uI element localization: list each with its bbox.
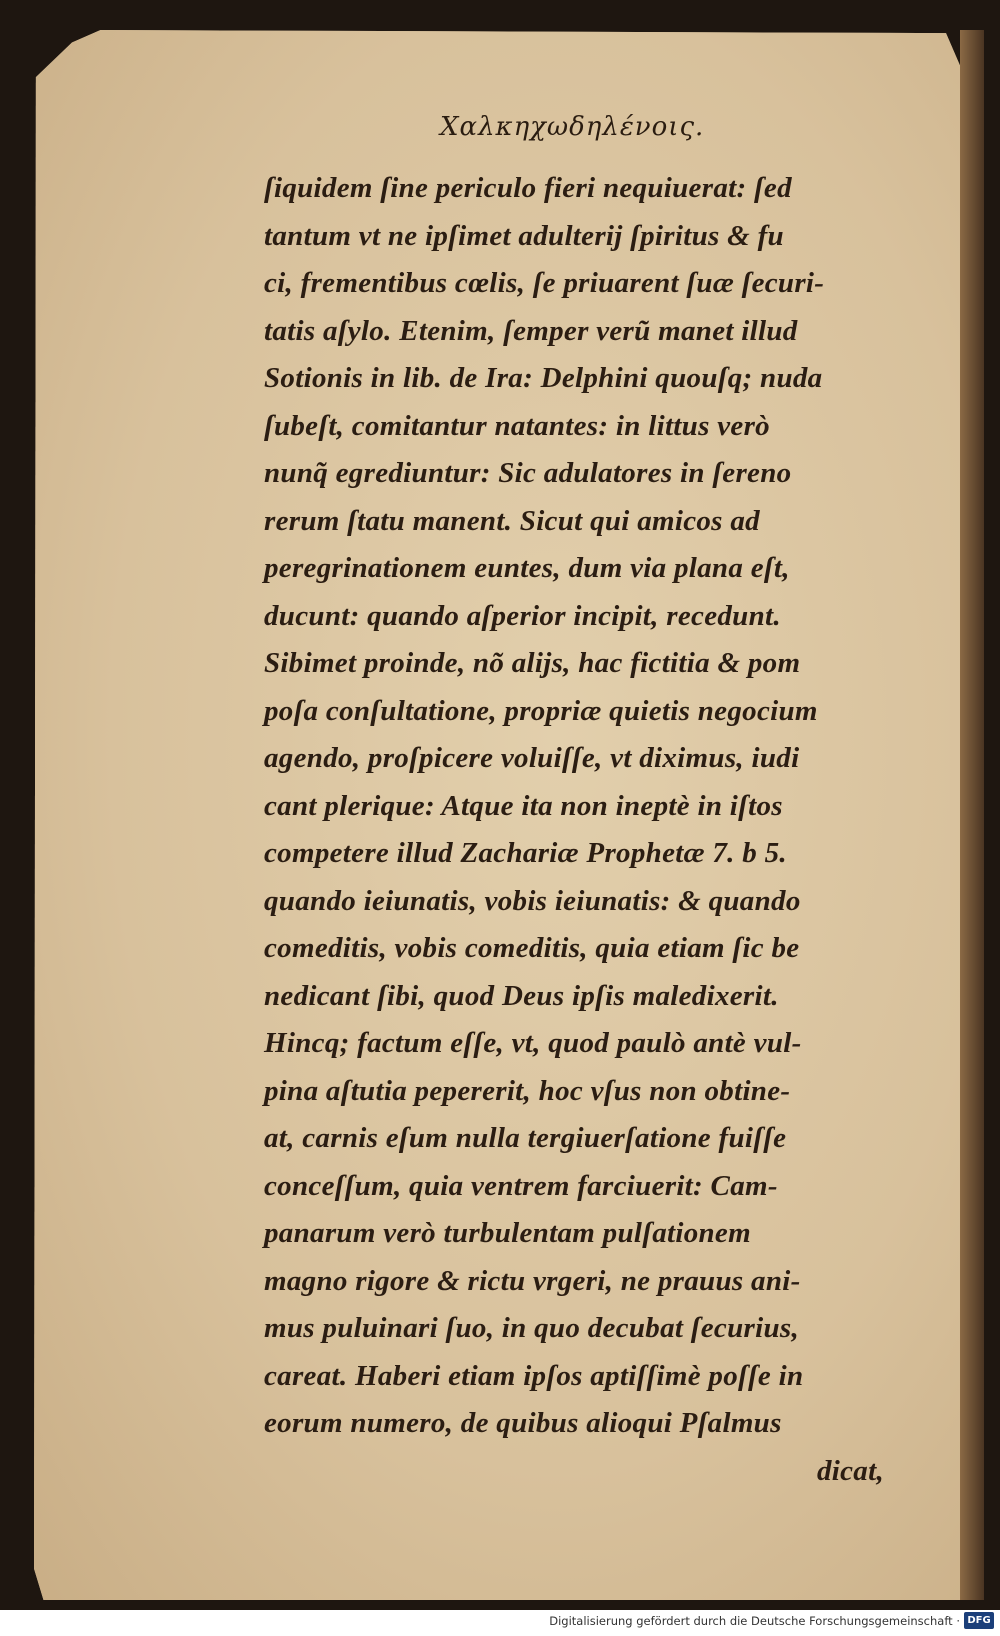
text-line: quando ieiunatis, vobis ieiunatis: & quando bbox=[264, 884, 801, 917]
dfg-logo: DFG bbox=[964, 1612, 994, 1629]
text-line: rerum ſtatu manent. Sicut qui amicos ad bbox=[264, 504, 760, 537]
text-line: competere illud Zachariæ Prophetæ 7. b 5. bbox=[264, 837, 787, 869]
text-line: Sotionis in lib. de Ira: Delphini quouſq; nuda bbox=[264, 362, 823, 394]
text-line: agendo, proſpicere voluiſſe, vt diximus, iudi bbox=[264, 742, 800, 774]
text-line: conceſſum, quia ventrem farciuerit: Cam- bbox=[264, 1169, 778, 1202]
text-line: cant plerique: Atque ita non ineptè in iſtos bbox=[264, 789, 783, 822]
text-line: ci, frementibus cœlis, ſe priuarent ſuæ ſecuri- bbox=[264, 267, 825, 299]
text-line: nunq̃ egrediuntur: Sic adulatores in ſereno bbox=[264, 457, 792, 489]
text-line: ducunt: quando aſperior incipit, recedunt. bbox=[264, 599, 781, 632]
text-line: tatis aſylo. Etenim, ſemper verũ manet illud bbox=[264, 314, 798, 347]
text-line: panarum verò turbulentam pulſationem bbox=[264, 1217, 751, 1249]
text-line: Hincq; factum eſſe, vt, quod paulò antè vul- bbox=[264, 1027, 802, 1059]
text-line: magno rigore & rictu vrgeri, ne prauus ani- bbox=[264, 1264, 801, 1297]
text-line: peregrinationem euntes, dum via plana eſt, bbox=[264, 552, 790, 584]
footer-credit: Digitalisierung gefördert durch die Deutsche Forschungsgemeinschaft · bbox=[549, 1614, 960, 1628]
text-line: Sibimet proinde, nõ alijs, hac fictitia & pom bbox=[264, 647, 801, 679]
text-line: poſa conſultatione, propriæ quietis negocium bbox=[264, 694, 818, 727]
body-text bbox=[264, 165, 944, 1495]
text-line: comeditis, vobis comeditis, quia etiam ſic be bbox=[264, 932, 800, 964]
text-line: ſiquidem ſine periculo fieri nequiuerat: ſed bbox=[264, 172, 792, 204]
text-line: careat. Haberi etiam ipſos aptiſſimè poſſe in bbox=[264, 1359, 804, 1392]
text-line: eorum numero, de quibus alioqui Pſalmus bbox=[264, 1407, 782, 1439]
text-line: tantum vt ne ipſimet adulterij ſpiritus & fu bbox=[264, 219, 784, 252]
running-head: Χαλκηχωδηλένοις. bbox=[440, 112, 705, 142]
page-edge bbox=[960, 30, 984, 1600]
text-line: ſubeſt, comitantur natantes: in littus verò bbox=[264, 409, 770, 442]
text-line: nedicant ſibi, quod Deus ipſis maledixerit. bbox=[264, 979, 779, 1012]
text-line: pina aſtutia pepererit, hoc vſus non obtine- bbox=[264, 1074, 791, 1107]
text-line: at, carnis eſum nulla tergiuerſatione fuiſſe bbox=[264, 1122, 787, 1154]
text-line: mus puluinari ſuo, in quo decubat ſecurius, bbox=[264, 1312, 800, 1344]
catchword: dicat, bbox=[816, 1454, 884, 1487]
